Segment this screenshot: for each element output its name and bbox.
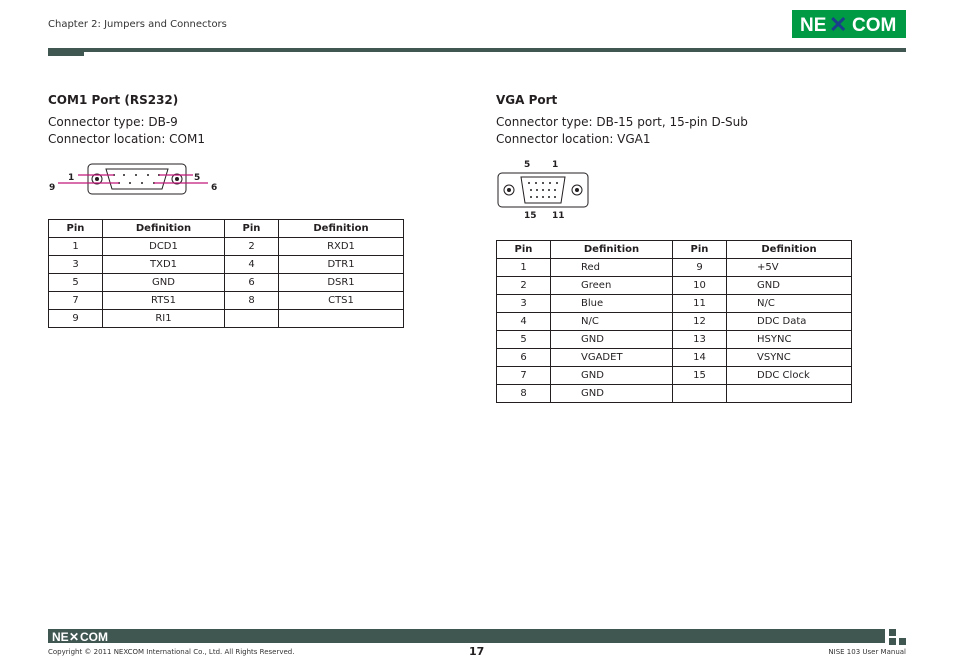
pin-number-cell: 6 — [225, 274, 279, 292]
pin-definition-cell: RI1 — [103, 310, 225, 328]
pin-number-cell: 2 — [497, 277, 551, 295]
pin-number-cell: 10 — [673, 277, 727, 295]
table-row — [497, 349, 852, 367]
pin-number-cell: 1 — [49, 238, 103, 256]
vga-connector-type: Connector type: DB-15 port, 15-pin D-Sub — [496, 115, 748, 129]
logo-text-ne: NE — [800, 15, 827, 36]
page-number: 17 — [469, 645, 485, 658]
pin-definition-cell: DSR1 — [279, 274, 404, 292]
pin-number-cell: 7 — [497, 367, 551, 385]
pin-number-cell: 13 — [673, 331, 727, 349]
pin-definition-cell: DDC Clock — [727, 367, 852, 385]
table-row — [49, 238, 404, 256]
com1-title: COM1 Port (RS232) — [48, 93, 179, 107]
pin-number-cell: 7 — [49, 292, 103, 310]
header-definition: Definition — [279, 220, 404, 238]
pin-definition-cell: VSYNC — [727, 349, 852, 367]
db15-label-pin11: 11 — [552, 211, 565, 221]
table-row — [497, 277, 852, 295]
table-row — [497, 367, 852, 385]
header-definition: Definition — [551, 241, 673, 259]
com1-pin-table — [48, 219, 404, 328]
table-row — [49, 310, 404, 328]
svg-text:COM: COM — [80, 630, 108, 642]
pin-definition-cell: TXD1 — [103, 256, 225, 274]
db15-label-pin15: 15 — [524, 211, 537, 221]
db15-connector-icon — [496, 172, 590, 208]
db9-label-pin9: 9 — [49, 183, 56, 193]
footer-bar — [48, 629, 885, 643]
db15-label-pin1: 1 — [552, 160, 559, 170]
pin-definition-cell: N/C — [727, 295, 852, 313]
header-pin: Pin — [673, 241, 727, 259]
pin-definition-cell: DTR1 — [279, 256, 404, 274]
header-definition: Definition — [727, 241, 852, 259]
pin-number-cell: 5 — [49, 274, 103, 292]
vga-pin-table — [496, 240, 852, 403]
header-accent-block — [48, 48, 84, 56]
pin-definition-cell: DCD1 — [103, 238, 225, 256]
db9-label-pin6: 6 — [211, 183, 218, 193]
table-row — [49, 274, 404, 292]
nexcom-logo — [792, 10, 906, 38]
footer-corner-square — [889, 629, 896, 636]
db9-label-pin5: 5 — [194, 173, 201, 183]
header-pin: Pin — [225, 220, 279, 238]
pin-definition-cell — [279, 310, 404, 328]
table-row — [497, 385, 852, 403]
svg-text:✕: ✕ — [69, 630, 80, 642]
pin-definition-cell: +5V — [727, 259, 852, 277]
db15-label-pin5: 5 — [524, 160, 531, 170]
pin-definition-cell: GND — [551, 367, 673, 385]
header-definition: Definition — [103, 220, 225, 238]
pin-definition-cell: VGADET — [551, 349, 673, 367]
header-rule — [84, 48, 906, 52]
chapter-header: Chapter 2: Jumpers and Connectors — [48, 19, 227, 30]
com1-connector-location: Connector location: COM1 — [48, 132, 205, 146]
pin-definition-cell: GND — [551, 385, 673, 403]
pin-number-cell: 4 — [225, 256, 279, 274]
pin-definition-cell: HSYNC — [727, 331, 852, 349]
nexcom-footer-logo — [52, 630, 110, 642]
pin-number-cell — [225, 310, 279, 328]
table-header-row — [49, 220, 404, 238]
pin-number-cell — [673, 385, 727, 403]
logo-text-com: COM — [852, 15, 897, 36]
pin-number-cell: 9 — [49, 310, 103, 328]
db9-label-pin1: 1 — [68, 173, 75, 183]
pin-definition-cell: GND — [103, 274, 225, 292]
svg-text:NE: NE — [52, 630, 69, 642]
table-row — [497, 313, 852, 331]
vga-title: VGA Port — [496, 93, 558, 107]
pin-number-cell: 1 — [497, 259, 551, 277]
logo-x-mark: ✕ — [829, 12, 848, 37]
pin-number-cell: 12 — [673, 313, 727, 331]
pin-definition-cell — [727, 385, 852, 403]
pin-number-cell: 6 — [497, 349, 551, 367]
copyright-text: Copyright © 2011 NEXCOM International Co., Ltd. All Rights Reserved. — [48, 648, 295, 656]
pin-definition-cell: Blue — [551, 295, 673, 313]
pin-number-cell: 11 — [673, 295, 727, 313]
manual-name: NISE 103 User Manual — [828, 648, 906, 656]
pin-definition-cell: N/C — [551, 313, 673, 331]
pin-number-cell: 14 — [673, 349, 727, 367]
pin-definition-cell: CTS1 — [279, 292, 404, 310]
table-header-row — [497, 241, 852, 259]
pin-number-cell: 4 — [497, 313, 551, 331]
pin-definition-cell: GND — [551, 331, 673, 349]
table-row — [497, 295, 852, 313]
db15-connector-diagram — [496, 158, 596, 224]
pin-number-cell: 3 — [497, 295, 551, 313]
pin-number-cell: 9 — [673, 259, 727, 277]
header-pin: Pin — [497, 241, 551, 259]
pin-definition-cell: Red — [551, 259, 673, 277]
pin-number-cell: 8 — [225, 292, 279, 310]
pin-number-cell: 2 — [225, 238, 279, 256]
table-row — [497, 331, 852, 349]
vga-connector-location: Connector location: VGA1 — [496, 132, 651, 146]
pin-number-cell: 3 — [49, 256, 103, 274]
pin-number-cell: 5 — [497, 331, 551, 349]
com1-connector-type: Connector type: DB-9 — [48, 115, 178, 129]
footer-corner-square — [899, 638, 906, 645]
table-row — [49, 292, 404, 310]
pin-definition-cell: Green — [551, 277, 673, 295]
footer-corner-square — [889, 638, 896, 645]
pin-definition-cell: GND — [727, 277, 852, 295]
table-row — [497, 259, 852, 277]
db9-connector-diagram — [48, 160, 228, 198]
header-pin: Pin — [49, 220, 103, 238]
pin-definition-cell: RTS1 — [103, 292, 225, 310]
pin-number-cell: 8 — [497, 385, 551, 403]
db9-connector-icon — [48, 160, 228, 198]
table-row — [49, 256, 404, 274]
pin-definition-cell: RXD1 — [279, 238, 404, 256]
pin-number-cell: 15 — [673, 367, 727, 385]
pin-definition-cell: DDC Data — [727, 313, 852, 331]
